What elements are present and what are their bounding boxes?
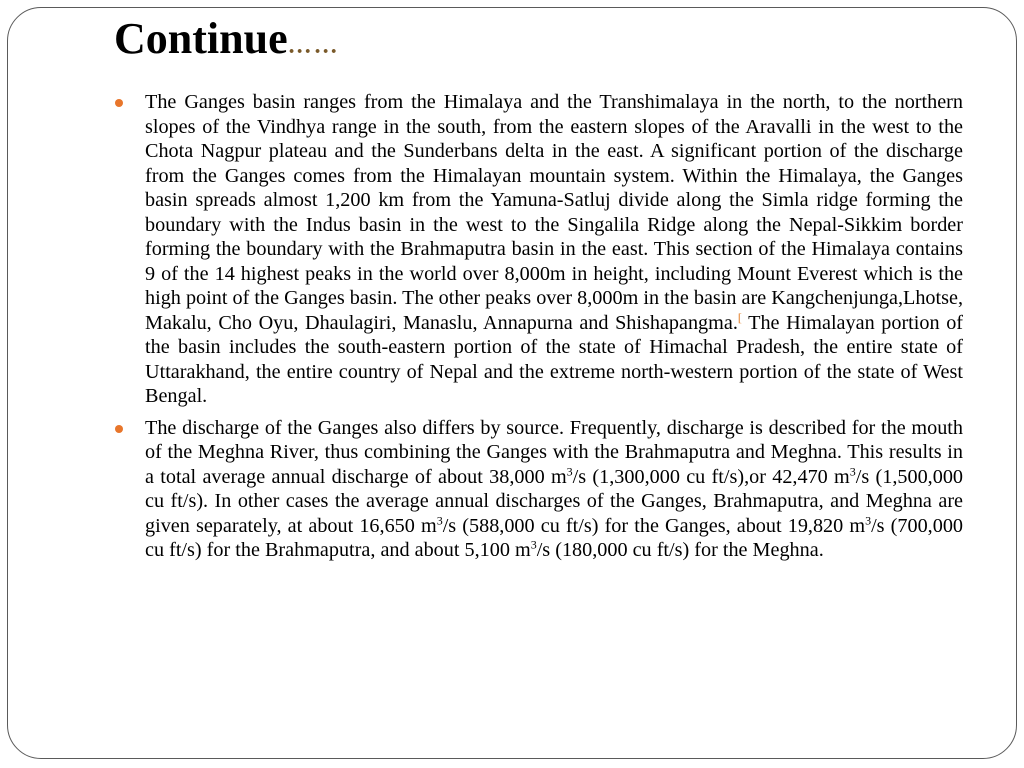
superscript: 3 [530, 537, 537, 552]
bullet-list [113, 90, 963, 570]
bullet-text: /s (1,300,000 cu ft/s),or 42,470 m [572, 465, 850, 488]
bullet-icon [115, 425, 123, 433]
superscript: 3 [566, 463, 573, 478]
superscript: 3 [849, 463, 856, 478]
bullet-text-continued: The Himalayan portion of the basin includes the south-eastern portion of the state of Himachal Pradesh, the entire state of Uttarakhand, the entire country of Nepal and the extreme north-western portion of the state of West Bengal. [145, 311, 964, 407]
title-text: Continue [114, 14, 288, 63]
title-ellipsis: …… [287, 33, 340, 59]
bullet-text: /s (700,000 cu ft/s) for the Brahmaputra, and about 5,100 m [145, 514, 964, 561]
slide [7, 7, 1017, 759]
bullet-text: The Ganges basin ranges from the Himalaya and the Transhimalaya in the north, to the northern slopes of the Vindhya range in the south, from the eastern slopes of the Aravalli in the west to the Chota Nagpur plateau and the Sunderbans delta in the east. A significant portion of the discharge from the Ganges comes from the Himalayan mountain system. Within the Himalaya, the Ganges basin spreads almost 1,200 km from the Yamuna-Satluj divide along the Simla ridge forming the boundary with the Indus basin in the west to the Singalila Ridge along the Nepal-Sikkim border forming the boundary with the Brahmaputra basin in the east. This section of the Himalaya contains 9 of the 14 highest peaks in the world over 8,000m in height, including Mount Everest which is the high point of the Ganges basin. The other peaks over 8,000m in the basin are Kangchenjunga,Lhotse, Makalu, Cho Oyu, Dhaulagiri, Manaslu, Annapurna and Shishapangma. [145, 91, 963, 334]
bullet-text: /s (588,000 cu ft/s) for the Ganges, about 19,820 m [442, 514, 866, 537]
bullet-text: /s (1,500,000 cu ft/s). In other cases the average annual discharges of the Ganges, Brahmaputra, and Meghna are given separately, at about 16,650 m [145, 465, 964, 537]
bullet-text: /s (180,000 cu ft/s) for the Meghna. [536, 539, 824, 561]
slide-title [114, 16, 340, 62]
superscript: 3 [865, 512, 872, 527]
bullet-text: The discharge of the Ganges also differs by source. Frequently, discharge is described for the mouth of the Meghna River, thus combining the Ganges with the Brahmaputra and Meghna. This results in a total average annual discharge of about 38,000 m [145, 416, 963, 488]
footnote-link[interactable]: [ [737, 309, 742, 324]
superscript: 3 [436, 512, 443, 527]
bullet-item [113, 90, 963, 409]
bullet-item [113, 416, 963, 563]
bullet-icon [115, 99, 123, 107]
